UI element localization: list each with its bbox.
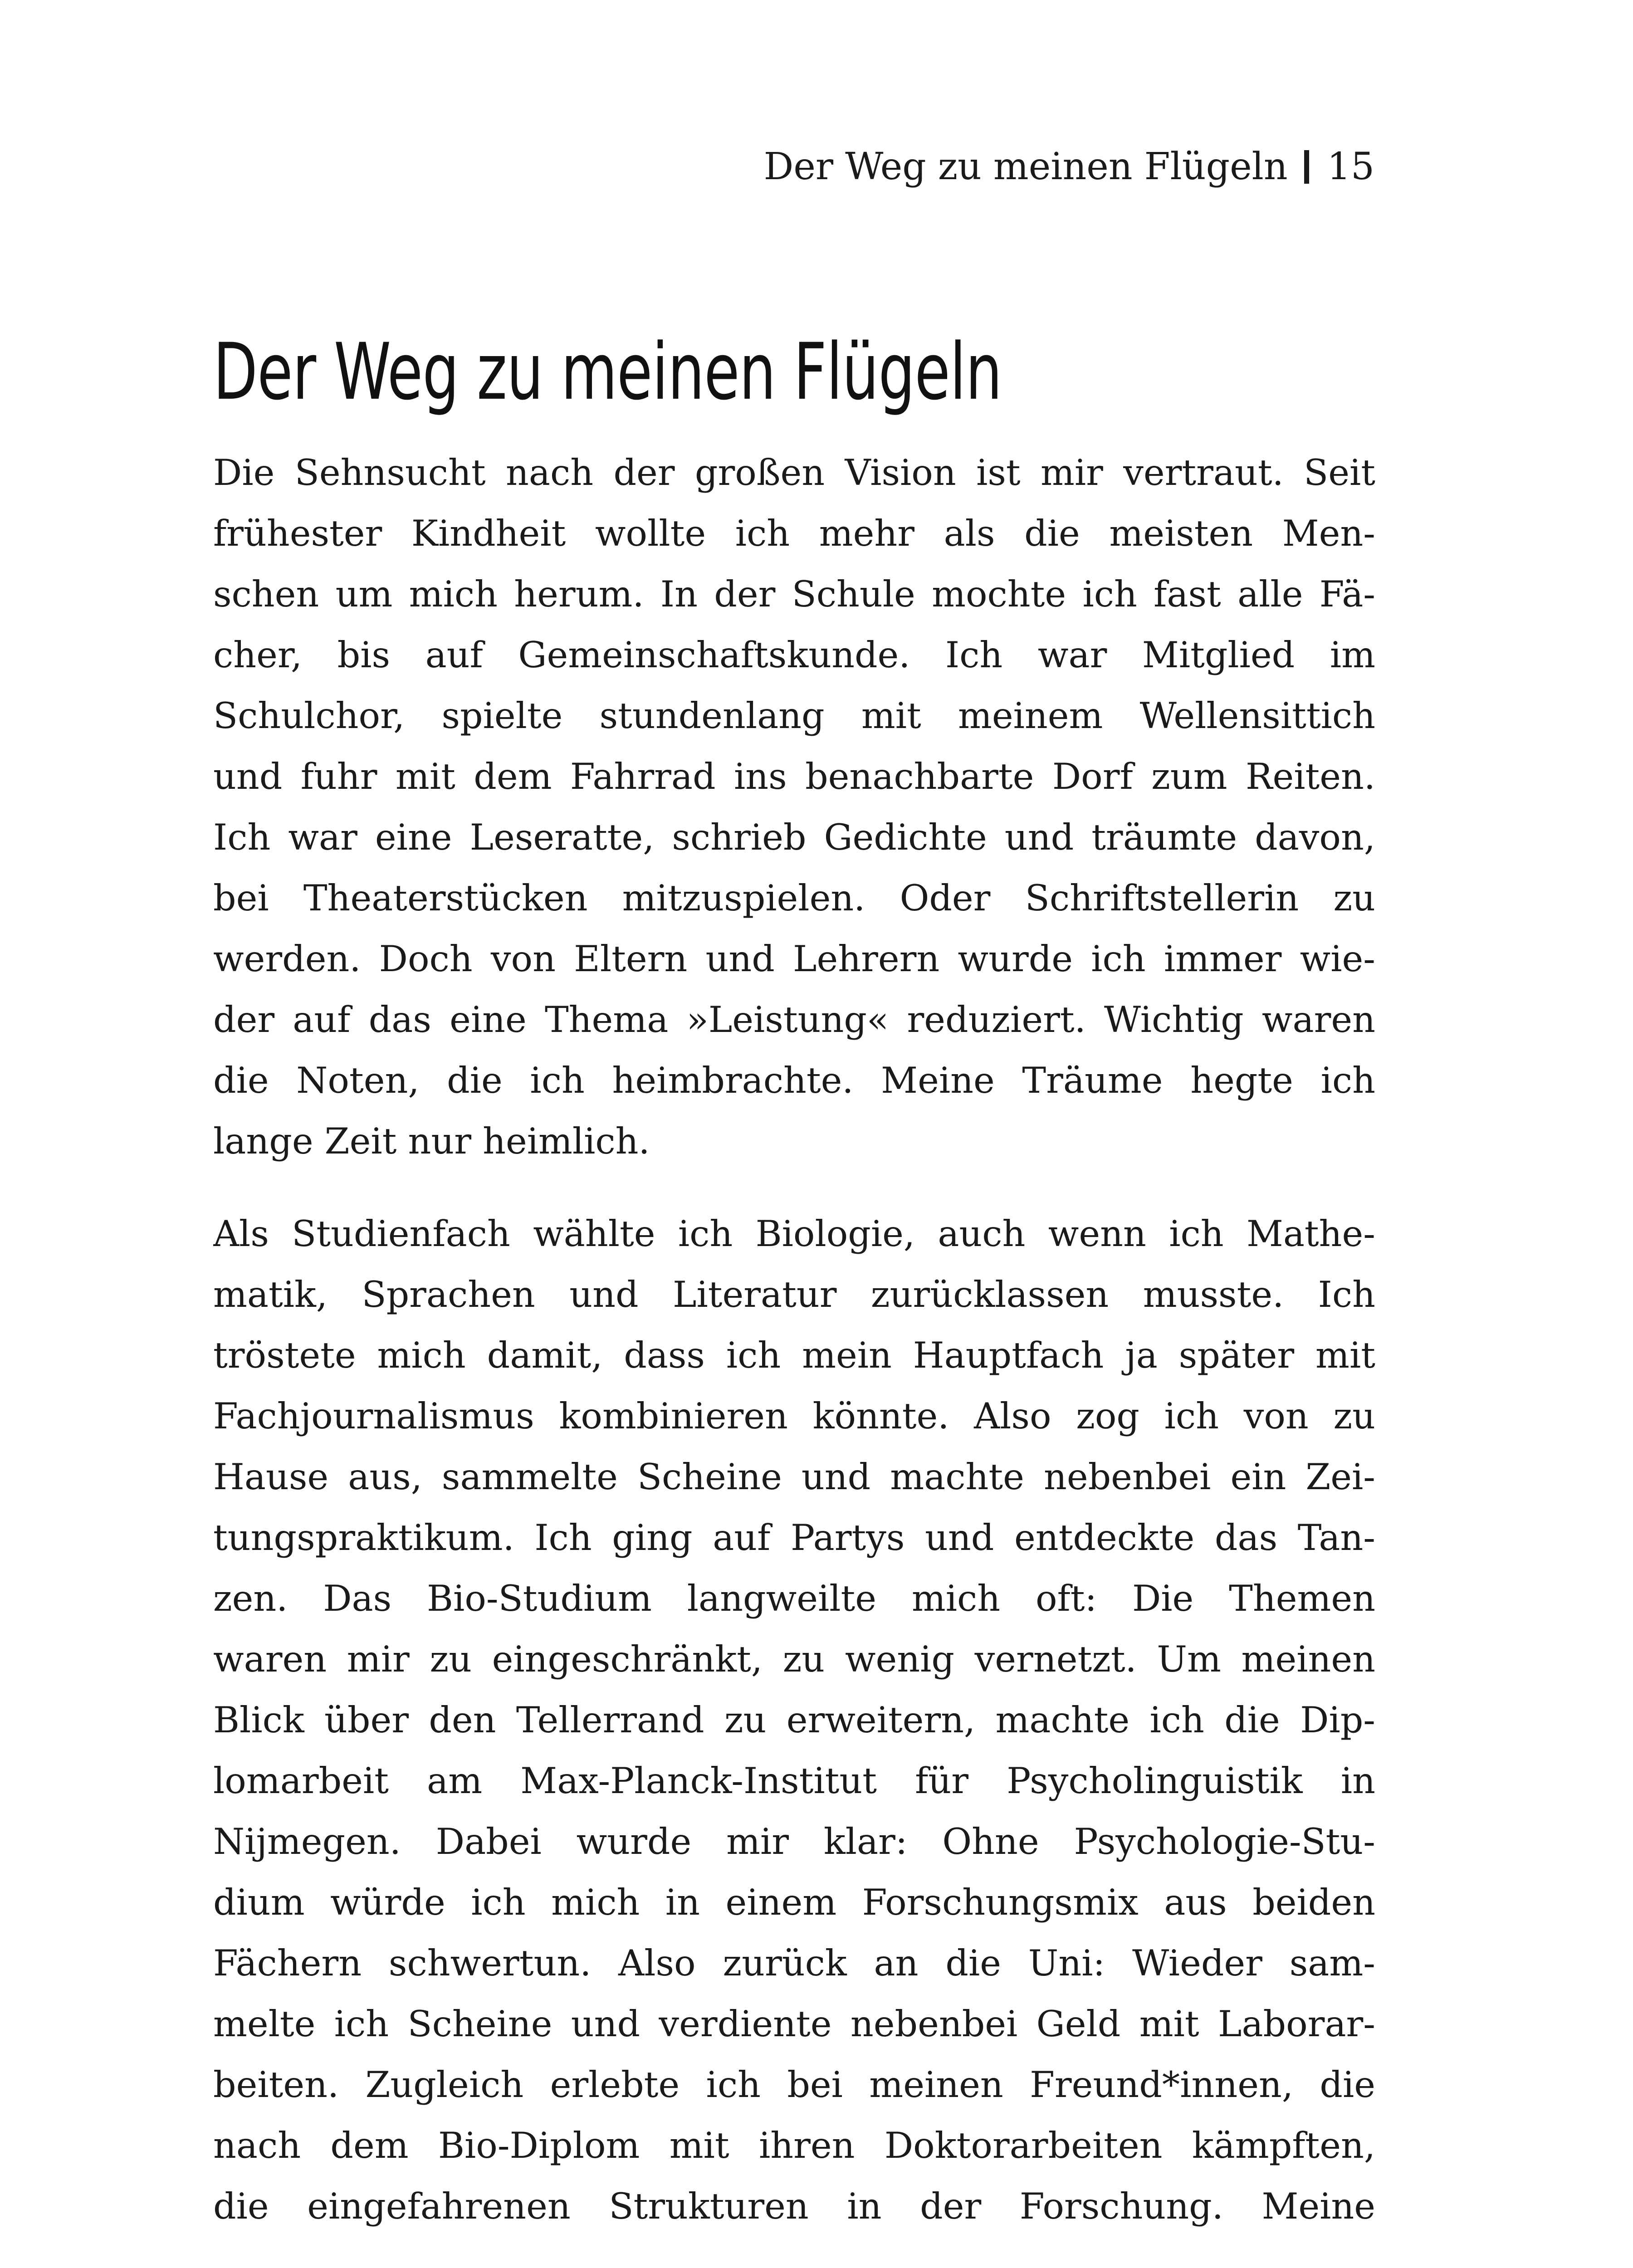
text-line: waren mir zu eingeschränkt, zu wenig vernetzt. Um meinen [213, 1638, 1375, 1680]
page-number: 15 [1327, 145, 1374, 188]
running-head [213, 144, 1374, 190]
text-line: die Noten, die ich heimbrachte. Meine Träume hegte ich [213, 1060, 1375, 1101]
text-line: melte ich Scheine und verdiente nebenbei Geld mit Laborar- [213, 2003, 1375, 2045]
text-line: beiten. Zugleich erlebte ich bei meinen Freund*innen, die [213, 2064, 1375, 2106]
paragraph-2 [213, 1203, 1375, 2237]
paragraph-gap [213, 1172, 1375, 1203]
text-line: und fuhr mit dem Fahrrad ins benachbarte Dorf zum Reiten. [213, 756, 1375, 797]
text-line: nach dem Bio-Diplom mit ihren Doktorarbeiten kämpften, [213, 2125, 1375, 2166]
text-line: Nijmegen. Dabei wurde mir klar: Ohne Psychologie-Stu- [213, 1821, 1375, 1862]
text-line: schen um mich herum. In der Schule mochte ich fast alle Fä- [213, 573, 1375, 615]
text-line: dium würde ich mich in einem Forschungsmix aus beiden [213, 1882, 1375, 1923]
running-head-title: Der Weg zu meinen Flügeln [763, 145, 1288, 188]
text-line: Die Sehnsucht nach der großen Vision ist mir vertraut. Seit [213, 452, 1375, 494]
text-line: Ich war eine Leseratte, schrieb Gedichte und träumte davon, [213, 816, 1375, 858]
text-line: tröstete mich damit, dass ich mein Hauptfach ja später mit [213, 1334, 1375, 1376]
text-line: Schulchor, spielte stundenlang mit meinem Wellensittich [213, 695, 1375, 737]
running-head-separator [1304, 150, 1309, 184]
text-line: Hause aus, sammelte Scheine und machte nebenbei ein Zei- [213, 1456, 1375, 1498]
text-line: Als Studienfach wählte ich Biologie, auch wenn ich Mathe- [213, 1213, 1375, 1255]
text-line: frühester Kindheit wollte ich mehr als die meisten Men- [213, 513, 1375, 554]
text-line: der auf das eine Thema »Leistung« reduziert. Wichtig waren [213, 999, 1375, 1041]
text-line: lomarbeit am Max-Planck-Institut für Psycholinguistik in [213, 1760, 1375, 1802]
text-line: zen. Das Bio-Studium langweilte mich oft: Die Themen [213, 1578, 1375, 1619]
paragraph-1 [213, 442, 1375, 1172]
text-line: tungspraktikum. Ich ging auf Partys und entdeckte das Tan- [213, 1517, 1375, 1559]
text-line: Fachjournalismus kombinieren könnte. Also zog ich von zu [213, 1395, 1375, 1437]
text-line: Blick über den Tellerrand zu erweitern, machte ich die Dip- [213, 1699, 1375, 1741]
text-line: bei Theaterstücken mitzuspielen. Oder Schriftstellerin zu [213, 877, 1375, 919]
text-line: lange Zeit nur heimlich. [213, 1120, 650, 1162]
text-line: werden. Doch von Eltern und Lehrern wurde ich immer wie- [213, 938, 1375, 980]
text-line: die eingefahrenen Strukturen in der Forschung. Meine [213, 2185, 1375, 2227]
body-text [213, 442, 1375, 2237]
text-line: cher, bis auf Gemeinschaftskunde. Ich war Mitglied im [213, 634, 1375, 676]
text-line: matik, Sprachen und Literatur zurücklassen musste. Ich [213, 1274, 1375, 1315]
text-line: Fächern schwertun. Also zurück an die Uni: Wieder sam- [213, 1942, 1375, 1984]
chapter-title: Der Weg zu meinen Flügeln [213, 326, 1002, 417]
